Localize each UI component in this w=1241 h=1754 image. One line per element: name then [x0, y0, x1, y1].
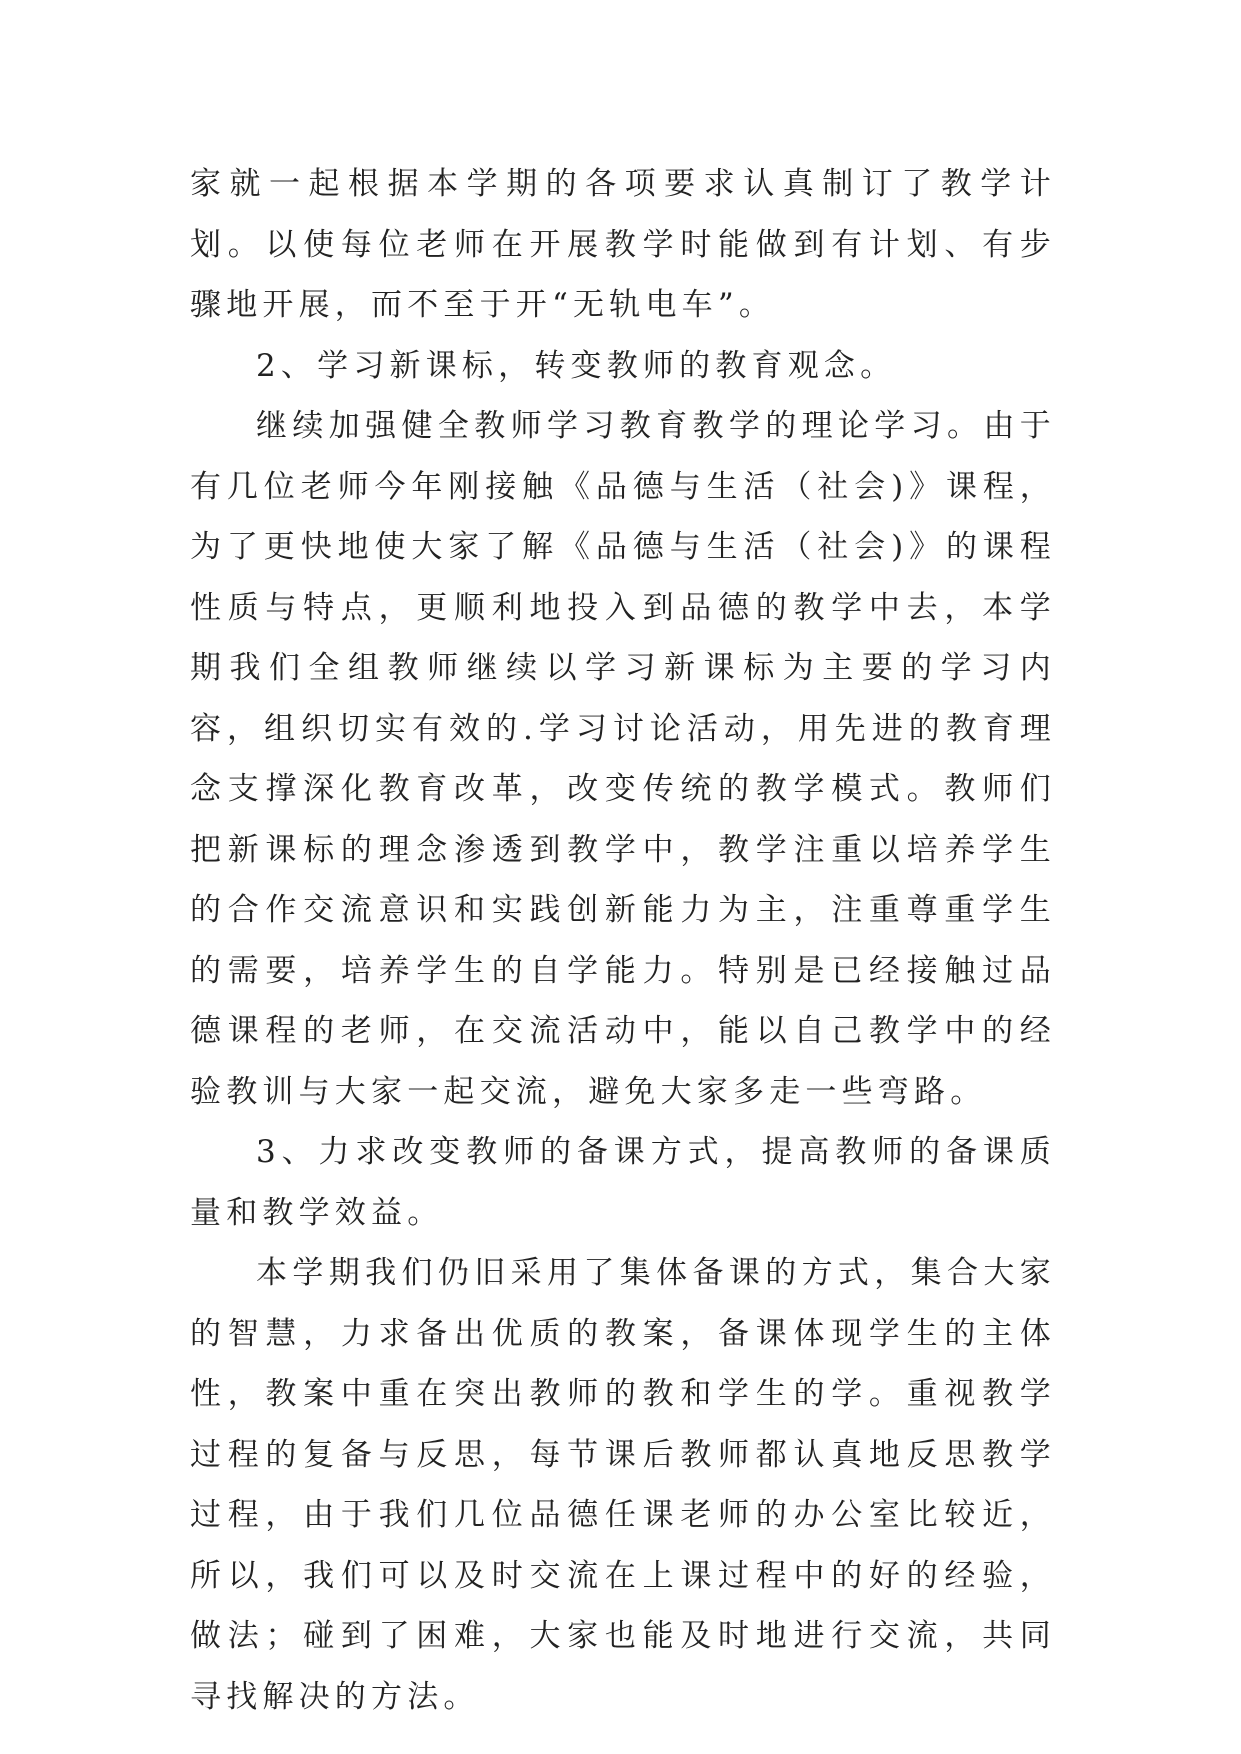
document-body — [190, 154, 1056, 1727]
paragraph-lesson-preparation: 本学期我们仍旧采用了集体备课的方式，集合大家的智慧，力求备出优质的教案，备课体现学生的主体性，教案中重在突出教师的教和学生的学。重视教学过程的复备与反思，每节课后教师都认真地反思教学过程，由于我们几位品德任课老师的办公室比较近，所以，我们可以及时交流在上课过程中的好的经验，做法；碰到了困难，大家也能及时地进行交流，共同寻找解决的方法。 — [190, 1255, 1056, 1715]
section-heading-3: 3、力求改变教师的备课方式，提高教师的备课质量和教学效益。 — [190, 1134, 1056, 1231]
paragraph-study-standards: 继续加强健全教师学习教育教学的理论学习。由于有几位老师今年刚接触《品德与生活（社会)》课程，为了更快地使大家了解《品德与生活（社会)》的课程性质与特点，更顺利地投入到品德的教学中去，本学期我们全组教师继续以学习新课标为主要的学习内容，组织切实有效的.学习讨论活动，用先进的教育理念支撑深化教育改革，改变传统的教学模式。教师们把新课标的理念渗透到教学中，教学注重以培养学生的合作交流意识和实践创新能力为主，注重尊重学生的需要，培养学生的自学能力。特别是已经接触过品德课程的老师，在交流活动中，能以自己教学中的经验教训与大家一起交流，避免大家多走一些弯路。 — [190, 408, 1056, 1110]
section-heading-2: 2、学习新课标，转变教师的教育观念。 — [256, 347, 897, 384]
paragraph-continuation: 家就一起根据本学期的各项要求认真制订了教学计划。以使每位老师在开展教学时能做到有计划、有步骤地开展，而不至于开“无轨电车”。 — [190, 166, 1056, 323]
